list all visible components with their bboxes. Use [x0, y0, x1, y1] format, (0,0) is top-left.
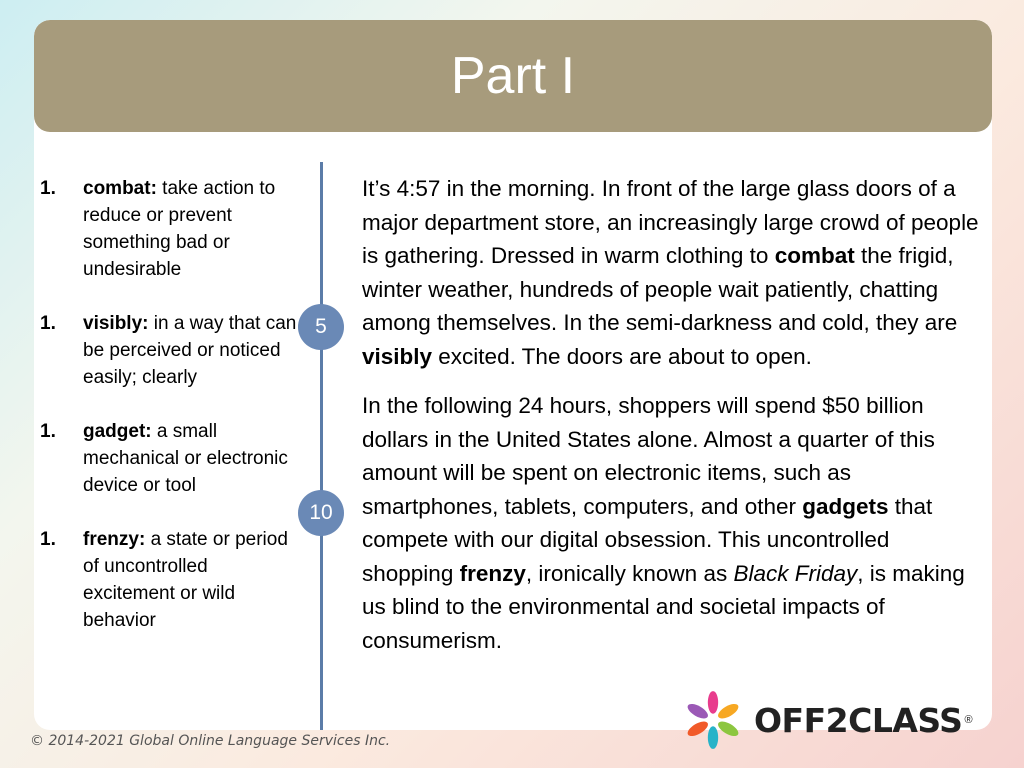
reading-paragraph-1: [362, 172, 982, 373]
vocabulary-list: [40, 175, 310, 661]
vocab-item-frenzy: [40, 526, 310, 634]
vocab-item-combat: [40, 175, 310, 283]
vocab-term: visibly:: [83, 313, 149, 334]
text-run: excited. The doors are about to open.: [432, 343, 812, 369]
vocab-meaning: a small mechanical or electronic device or tool: [83, 421, 288, 496]
highlighted-word: frenzy: [459, 560, 526, 586]
vocab-number: 1.: [40, 313, 56, 334]
vocab-meaning: take action to reduce or prevent something bad or undesirable: [83, 178, 276, 280]
vocab-item-visibly: [40, 310, 310, 391]
text-run: that compete with our digital obsession. This uncontrolled shopping: [362, 493, 933, 586]
slide: [34, 20, 992, 730]
vocab-definition: [83, 418, 298, 499]
highlighted-word: gadgets: [802, 493, 889, 519]
flower-logo-icon: [682, 689, 744, 751]
italic-phrase: Black Friday: [733, 560, 858, 586]
vocab-definition: [83, 310, 298, 391]
text-run: , is making us blind to the environmental and societal impacts of consumerism.: [362, 560, 965, 653]
line-number-5: 5: [298, 304, 344, 350]
vocab-number: 1.: [40, 178, 56, 199]
vocab-definition: [83, 175, 298, 283]
title-bar: [34, 20, 992, 132]
vocab-number: 1.: [40, 421, 56, 442]
reading-paragraph-2: [362, 389, 982, 657]
registered-mark: ®: [964, 714, 973, 726]
vocab-term: frenzy:: [83, 529, 146, 550]
logo-wordmark: OFF2CLASS: [754, 700, 963, 740]
vocab-definition: [83, 526, 298, 634]
vocab-meaning: in a way that can be perceived or noticed easily; clearly: [83, 313, 297, 388]
vocab-number: 1.: [40, 529, 56, 550]
vocab-term: gadget:: [83, 421, 152, 442]
reading-passage: [362, 172, 982, 673]
highlighted-word: visibly: [362, 343, 433, 369]
line-number-10: 10: [298, 490, 344, 536]
vocab-meaning: a state or period of uncontrolled excitement or wild behavior: [83, 529, 288, 631]
line-number-divider: [320, 162, 323, 730]
copyright-footer: © 2014-2021 Global Online Language Services Inc.: [30, 733, 391, 749]
vocab-term: combat:: [83, 178, 157, 199]
text-run: the frigid, winter weather, hundreds of people wait patiently, chatting among themselves. In the semi-darkness and cold, they are: [362, 243, 958, 335]
off2class-logo: [682, 688, 992, 752]
text-run: In the following 24 hours, shoppers will spend $50 billion dollars in the United States alone. Almost a quarter of this amount will be spent on electronic items, such as smartphones, tablets, computers, and other: [362, 393, 935, 519]
highlighted-word: combat: [774, 243, 855, 268]
text-run: It’s 4:57 in the morning. In front of the large glass doors of a major department store, an increasingly large crowd of people is gathering. Dressed in warm clothing to: [362, 176, 979, 268]
slide-title: Part I: [450, 47, 576, 105]
text-run: , ironically known as: [525, 560, 734, 586]
vocab-item-gadget: [40, 418, 310, 499]
